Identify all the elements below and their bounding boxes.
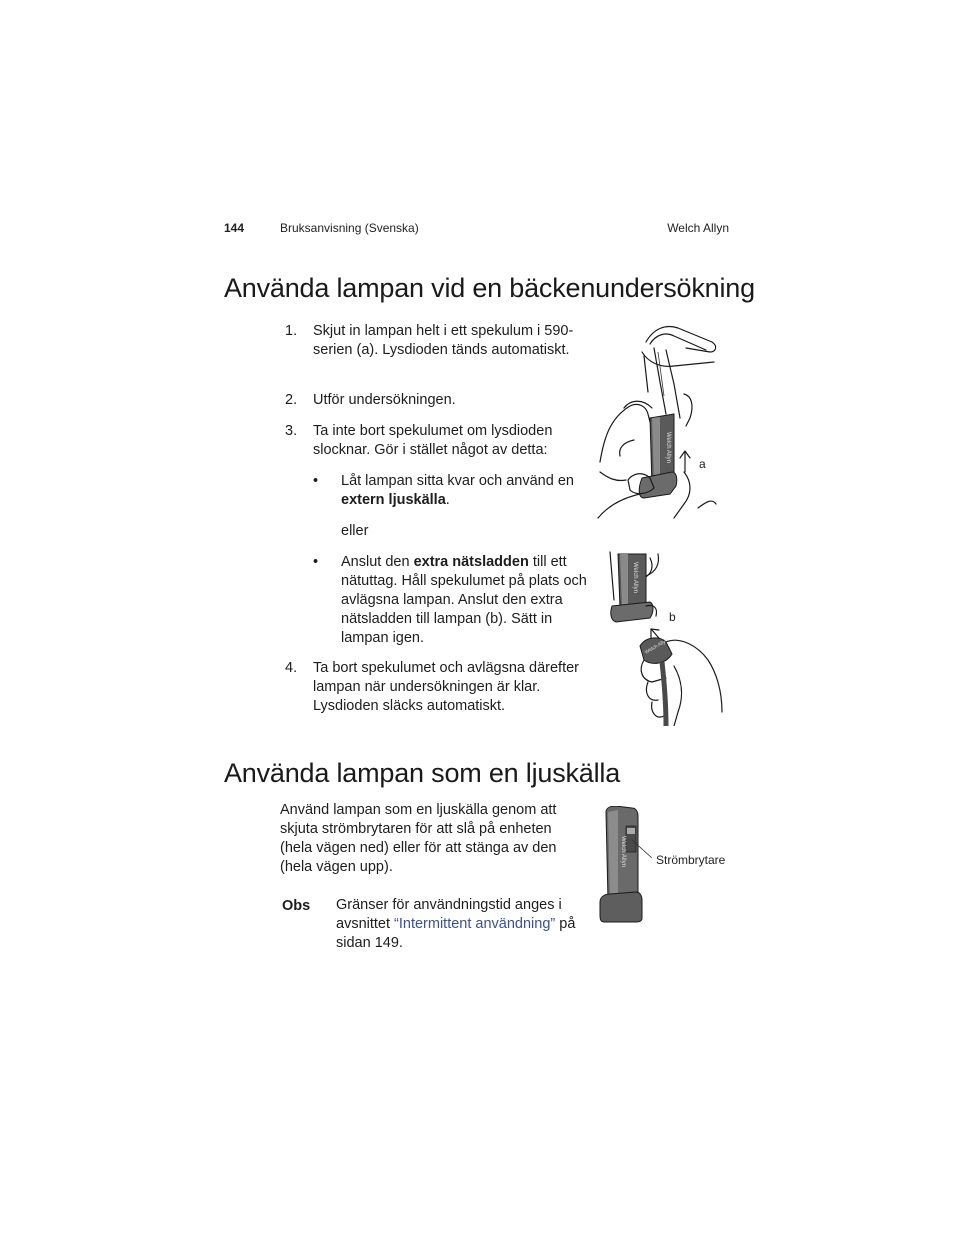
bullet-symbol: • (313, 554, 319, 570)
step-number: 4. (285, 660, 298, 676)
step-number: 1. (285, 323, 298, 339)
bold-term: extern ljuskälla (341, 492, 446, 508)
page-number: 144 (224, 221, 245, 235)
bullet-symbol: • (313, 473, 319, 489)
note-label: Obs (282, 898, 311, 914)
document-title: Bruksanvisning (Svenska) (280, 221, 419, 235)
light-source-paragraph: Använd lampan som en ljuskälla genom att skjuta strömbrytaren för att slå på enheten (hela vägen ned) eller för att stänga av den (hela vägen upp). (280, 802, 557, 875)
switch-label: Strömbrytare (656, 853, 726, 867)
speculum-illustration (594, 322, 734, 524)
bullet-power-cord: Anslut den extra nätsladden till ett nätuttag. Håll spekulumet på plats och avlägsna lampan. Anslut den extra nätsladden till lampan (b). Sätt in lampan igen. (341, 554, 587, 646)
step-text: Skjut in lampan helt i ett spekulum i 590-serien (a). Lysdioden tänds automatiskt. (313, 323, 574, 358)
device-brand-text: Welch Allyn (665, 432, 671, 463)
device-brand-text: Welch Allyn (644, 637, 670, 656)
note-text: Gränser för användningstid anges i avsnittet “Intermittent användning” på sidan 149. (336, 897, 576, 951)
intermittent-use-link[interactable]: “Intermittent användning” (394, 916, 556, 932)
bullet-external-light: Låt lampan sitta kvar och använd en extern ljuskälla. (341, 473, 574, 508)
step-text: Utför undersökningen. (313, 392, 456, 408)
step-text: Ta inte bort spekulumet om lysdioden slocknar. Gör i stället något av detta: (313, 423, 553, 458)
step-number: 3. (285, 423, 298, 439)
or-text: eller (341, 523, 369, 539)
power-cord-illustration (604, 550, 728, 726)
step-text: Ta bort spekulumet och avlägsna därefter lampan när undersökningen är klar. Lysdioden släcks automatiskt. (313, 660, 579, 714)
lamp-switch-illustration (596, 806, 652, 924)
figure-label-b: b (669, 610, 676, 624)
bold-term: extra nätsladden (413, 554, 529, 570)
brand-name: Welch Allyn (667, 221, 729, 235)
device-brand-text: Welch Allyn (620, 836, 626, 867)
section-title-pelvic-exam: Använda lampan vid en bäckenundersökning (224, 273, 755, 303)
device-brand-text: Welch Allyn (632, 562, 638, 593)
section-title-light-source: Använda lampan som en ljuskälla (224, 758, 621, 788)
figure-label-a: a (699, 457, 706, 471)
step-number: 2. (285, 392, 298, 408)
